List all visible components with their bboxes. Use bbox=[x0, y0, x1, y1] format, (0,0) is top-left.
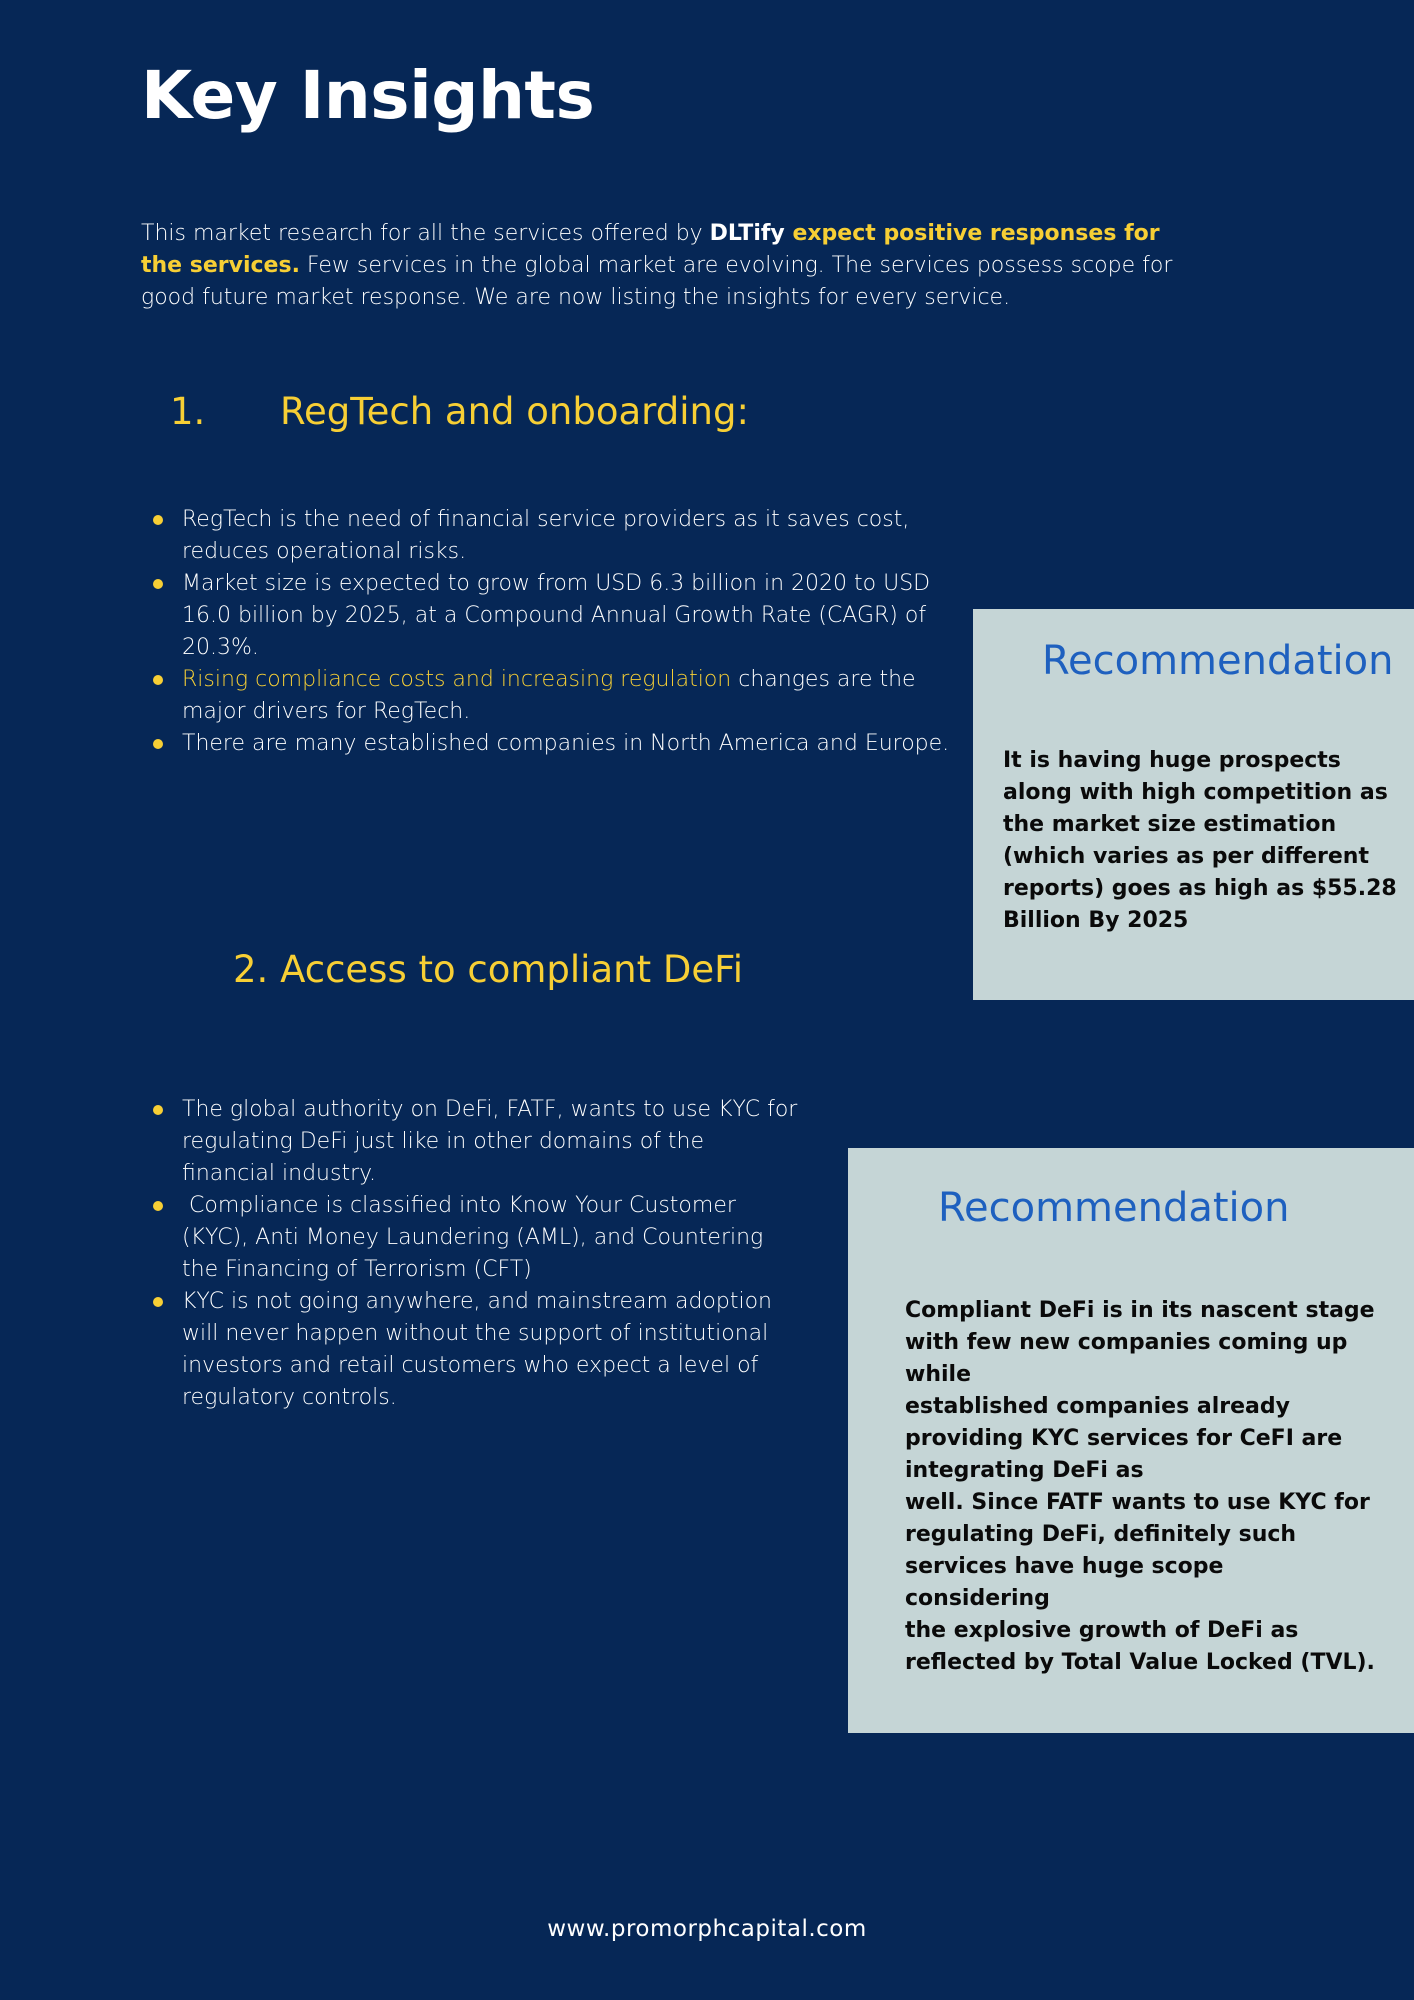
section-2-bullet-list bbox=[141, 1094, 801, 1414]
recommendation-line: regulating DeFi, definitely such bbox=[905, 1522, 1297, 1547]
bullet-dot-icon bbox=[153, 515, 163, 525]
section-1-bullet-list bbox=[141, 504, 981, 760]
recommendation-title: Recommendation bbox=[1042, 638, 1394, 684]
recommendation-body bbox=[905, 1295, 1375, 1679]
recommendation-line: reflected by Total Value Locked (TVL). bbox=[905, 1650, 1375, 1675]
intro-text-start: This market research for all the services offered by bbox=[141, 221, 710, 246]
bullet-dot-icon bbox=[153, 739, 163, 749]
recommendation-body: It is having huge prospects along with high competition as the market size estimation (which varies as per different reports) goes as high as $55.28 Billion By 2025 bbox=[1003, 748, 1397, 933]
intro-highlight: expect positive responses for the services. bbox=[141, 221, 1160, 278]
list-item bbox=[141, 504, 981, 568]
bullet-dot-icon bbox=[153, 1297, 163, 1307]
list-item bbox=[141, 1286, 801, 1414]
recommendation-line: providing KYC services for CeFI are bbox=[905, 1426, 1343, 1451]
bullet-text: changes are the major drivers for RegTech. bbox=[182, 667, 916, 724]
recommendation-line: while bbox=[905, 1362, 971, 1387]
bullet-dot-icon bbox=[153, 675, 163, 685]
bullet-dot-icon bbox=[153, 1105, 163, 1115]
bullet-text: There are many established companies in North America and Europe. bbox=[182, 731, 950, 756]
footer-url: www.promorphcapital.com bbox=[547, 1916, 867, 1942]
bullet-text: The global authority on DeFi, FATF, wants to use KYC for regulating DeFi just like in other domains of the financial industry. bbox=[182, 1097, 798, 1186]
list-item bbox=[141, 664, 981, 728]
recommendation-line: Compliant DeFi is in its nascent stage bbox=[905, 1298, 1375, 1323]
bullet-text: Compliance is classified into Know Your Customer (KYC), Anti Money Laundering (AML), and Countering the Financing of Terrorism (CFT) bbox=[182, 1193, 771, 1282]
section-1-title: RegTech and onboarding: bbox=[280, 390, 749, 433]
recommendation-box-1 bbox=[973, 609, 1414, 1000]
bullet-text: KYC is not going anywhere, and mainstream adoption will never happen without the support of institutional investors and retail customers who expect a level of regulatory controls. bbox=[182, 1289, 772, 1410]
recommendation-box-2 bbox=[848, 1148, 1414, 1733]
list-item bbox=[141, 1190, 801, 1286]
recommendation-line: integrating DeFi as bbox=[905, 1458, 1144, 1483]
list-item bbox=[141, 1094, 801, 1190]
recommendation-title: Recommendation bbox=[938, 1185, 1290, 1231]
bullet-highlight: Rising compliance costs and increasing regulation bbox=[182, 667, 732, 692]
intro-text-end: Few services in the global market are evolving. The services possess scope for good future market response. We are now listing the insights for every service. bbox=[141, 253, 1173, 310]
list-item bbox=[141, 568, 981, 664]
section-1-heading bbox=[170, 390, 749, 434]
recommendation-line: the explosive growth of DeFi as bbox=[905, 1618, 1299, 1643]
page-title: Key Insights bbox=[141, 57, 595, 134]
section-1-number: 1. bbox=[170, 390, 206, 433]
list-item bbox=[141, 728, 981, 760]
bullet-text: RegTech is the need of financial service providers as it saves cost, reduces operational risks. bbox=[182, 507, 910, 564]
recommendation-line: with few new companies coming up bbox=[905, 1330, 1348, 1355]
recommendation-line: well. Since FATF wants to use KYC for bbox=[905, 1490, 1370, 1515]
bullet-dot-icon bbox=[153, 579, 163, 589]
section-2-heading: 2. Access to compliant DeFi bbox=[233, 948, 743, 991]
recommendation-line: services have huge scope considering bbox=[905, 1554, 1224, 1611]
recommendation-line: established companies already bbox=[905, 1394, 1290, 1419]
brand-name: DLTify bbox=[709, 221, 785, 246]
intro-paragraph bbox=[141, 218, 1181, 314]
bullet-dot-icon bbox=[153, 1201, 163, 1211]
bullet-text: Market size is expected to grow from USD 6.3 billion in 2020 to USD 16.0 billion by 2025, at a Compound Annual Growth Rate (CAGR) of 20.3%. bbox=[182, 571, 931, 660]
